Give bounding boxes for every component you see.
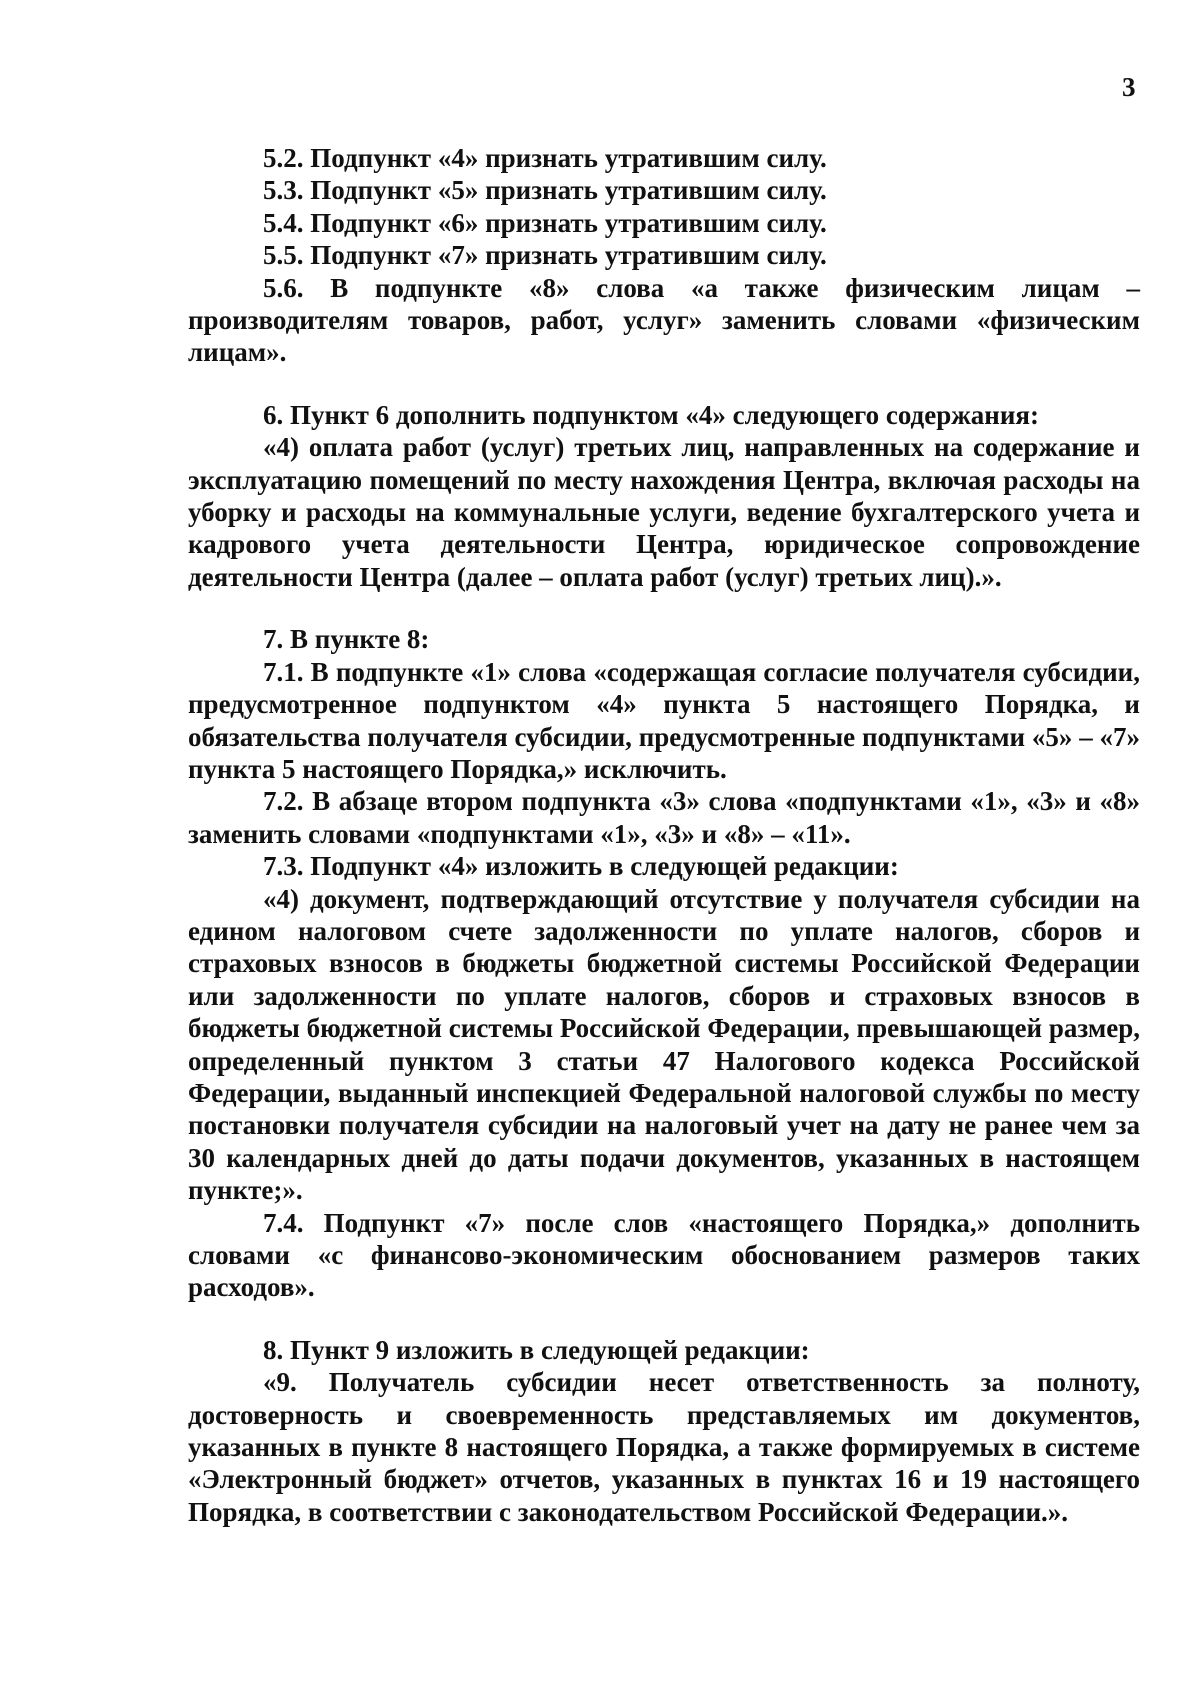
paragraph-5-3: 5.3. Подпункт «5» признать утратившим силу. [263, 175, 827, 206]
paragraph-7-4: 7.4. Подпункт «7» после слов «настоящего Порядка,» дополнить словами «с финансово-экономическим обоснованием размеров таких расходов». [188, 1207, 1140, 1303]
paragraph-5-6: 5.6. В подпункте «8» слова «а также физическим лицам – производителям товаров, работ, услуг» заменить словами «физическим лицам». [188, 272, 1140, 368]
document-body [188, 142, 1140, 1528]
paragraph-8: 8. Пункт 9 изложить в следующей редакции: [263, 1334, 810, 1365]
paragraph-7-3: 7.3. Подпункт «4» изложить в следующей редакции: [263, 851, 899, 882]
paragraph-6: 6. Пункт 6 дополнить подпунктом «4» следующего содержания: [263, 399, 1039, 430]
paragraph-7: 7. В пункте 8: [263, 624, 430, 655]
paragraph-7-1: 7.1. В подпункте «1» слова «содержащая согласие получателя субсидии, предусмотренное подпунктом «4» пункта 5 настоящего Порядка, и обязательства получателя субсидии, предусмотренные подпунктами «5» – «7» пункта 5 настоящего Порядка,» исключить. [188, 656, 1140, 784]
paragraph-6-quote: «4) оплата работ (услуг) третьих лиц, направленных на содержание и эксплуатацию помещений по месту нахождения Центра, включая расходы на уборку и расходы на коммунальные услуги, ведение бухгалтерского учета и кадрового учета деятельности Центра, юридическое сопровождение деятельности Центра (далее – оплата работ (услуг) третьих лиц).». [188, 432, 1140, 592]
paragraph-5-5: 5.5. Подпункт «7» признать утратившим силу. [263, 240, 827, 271]
page-number: 3 [1122, 72, 1136, 102]
paragraph-5-2: 5.2. Подпункт «4» признать утратившим силу. [263, 143, 827, 173]
paragraph-7-3-quote: «4) документ, подтверждающий отсутствие у получателя субсидии на едином налоговом счете задолженности по уплате налогов, сборов и страховых взносов в бюджеты бюджетной системы Российской Федерации или задолженности по уплате налогов, сборов и страховых взносов в бюджеты бюджетной системы Российской Федерации, превышающей размер, определенный пунктом 3 статьи 47 Налогового кодекса Российской Федерации, выданный инспекцией Федеральной налоговой службы по месту постановки получателя субсидии на налоговый учет на дату не ранее чем за 30 календарных дней до даты подачи документов, указанных в настоящем пункте;». [188, 883, 1140, 1206]
paragraph-8-quote: «9. Получатель субсидии несет ответственность за полноту, достоверность и своевременность представляемых им документов, указанных в пункте 8 настоящего Порядка, а также формируемых в системе «Электронный бюджет» отчетов, указанных в пунктах 16 и 19 настоящего Порядка, в соответствии с законодательством Российской Федерации.». [188, 1367, 1140, 1527]
paragraph-7-2: 7.2. В абзаце втором подпункта «3» слова «подпунктами «1», «3» и «8» заменить словами «подпунктами «1», «3» и «8» – «11». [188, 786, 1140, 849]
paragraph-5-4: 5.4. Подпункт «6» признать утратившим силу. [263, 207, 827, 238]
